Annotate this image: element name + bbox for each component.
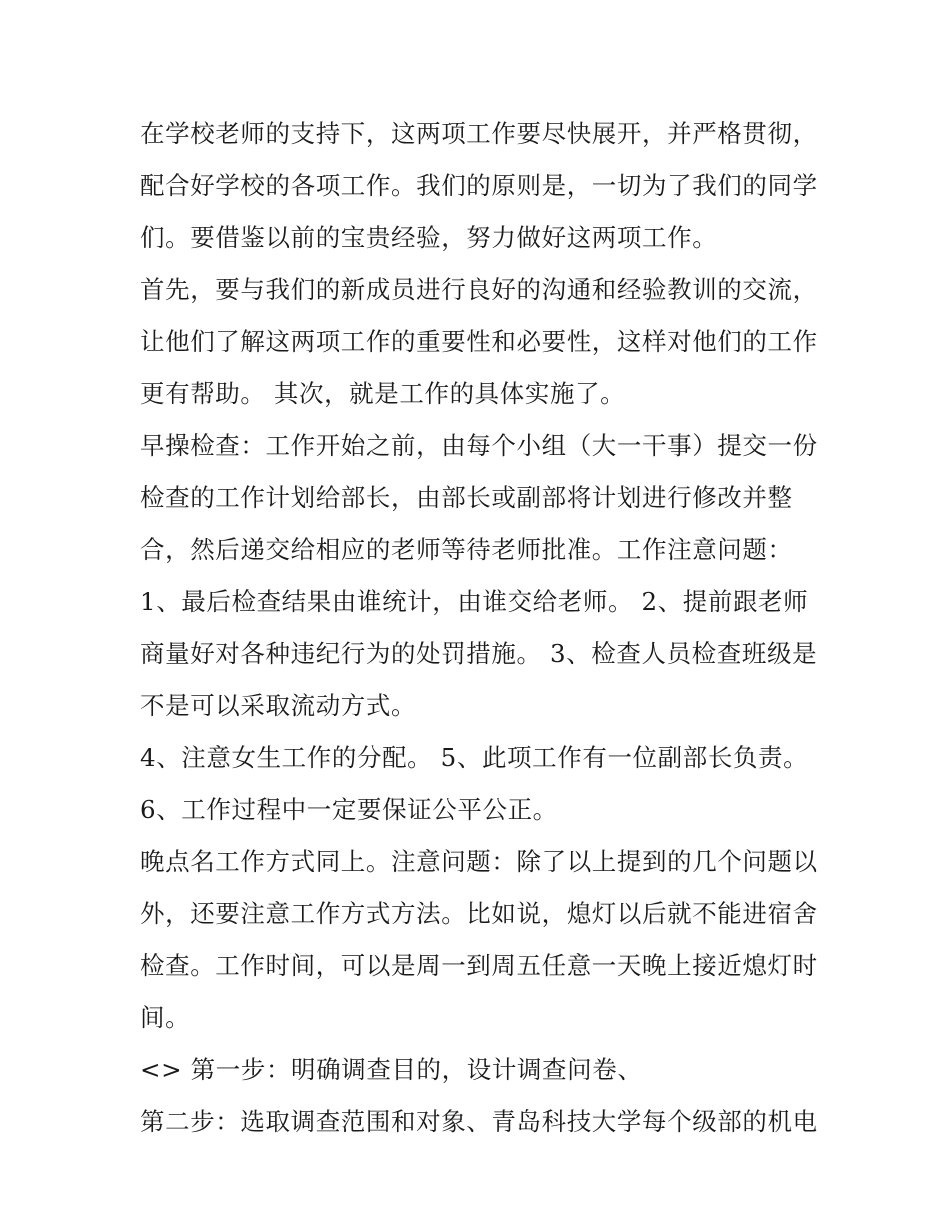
paragraph-step-one xyxy=(140,1044,815,1096)
text-line: 1、最后检查结果由谁统计，由谁交给老师。 2、提前跟老师 xyxy=(140,587,809,616)
text-line: 更有帮助。 其次，就是工作的具体实施了。 xyxy=(140,379,626,408)
text-line: 们。要借鉴以前的宝贵经验，努力做好这两项工作。 xyxy=(140,223,718,252)
text-line: 配合好学校的各项工作。我们的原则是，一切为了我们的同学 xyxy=(140,171,818,200)
text-line: 6、工作过程中一定要保证公平公正。 xyxy=(140,795,558,824)
text-line: 不是可以采取流动方式。 xyxy=(140,691,417,720)
paragraph-communication xyxy=(140,264,818,420)
text-line: 4、注意女生工作的分配。 5、此项工作有一位副部长负责。 xyxy=(140,743,809,772)
paragraph-evening-rollcall xyxy=(140,836,818,1044)
text-line: <> 第一步：明确调查目的，设计调查问卷、 xyxy=(140,1055,643,1084)
text-line: 早操检查：工作开始之前，由每个小组（大一干事）提交一份 xyxy=(140,431,818,460)
paragraph-item-4-5 xyxy=(140,732,815,784)
paragraph-step-two xyxy=(140,1096,818,1148)
text-line: 商量好对各种违纪行为的处罚措施。 3、检查人员检查班级是 xyxy=(140,639,818,668)
paragraph-item-6 xyxy=(140,784,815,836)
text-line: 检查。工作时间，可以是周一到周五任意一天晚上接近熄灯时 xyxy=(140,951,818,980)
text-line: 首先，要与我们的新成员进行良好的沟通和经验教训的交流， xyxy=(140,275,818,304)
paragraph-principles xyxy=(140,108,818,264)
text-line: 间。 xyxy=(140,1003,191,1032)
paragraph-morning-check xyxy=(140,420,818,732)
text-line: 第二步：选取调查范围和对象、青岛科技大学每个级部的机电 xyxy=(140,1107,818,1136)
document-body xyxy=(140,108,818,1148)
text-line: 检查的工作计划给部长，由部长或副部将计划进行修改并整 xyxy=(140,483,793,512)
text-line: 外，还要注意工作方式方法。比如说，熄灯以后就不能进宿舍 xyxy=(140,899,818,928)
text-line: 晚点名工作方式同上。注意问题：除了以上提到的几个问题以 xyxy=(140,847,818,876)
text-line: 合，然后递交给相应的老师等待老师批准。工作注意问题： xyxy=(140,535,793,564)
text-line: 在学校老师的支持下，这两项工作要尽快展开，并严格贯彻， xyxy=(140,119,818,148)
text-line: 让他们了解这两项工作的重要性和必要性，这样对他们的工作 xyxy=(140,327,818,356)
